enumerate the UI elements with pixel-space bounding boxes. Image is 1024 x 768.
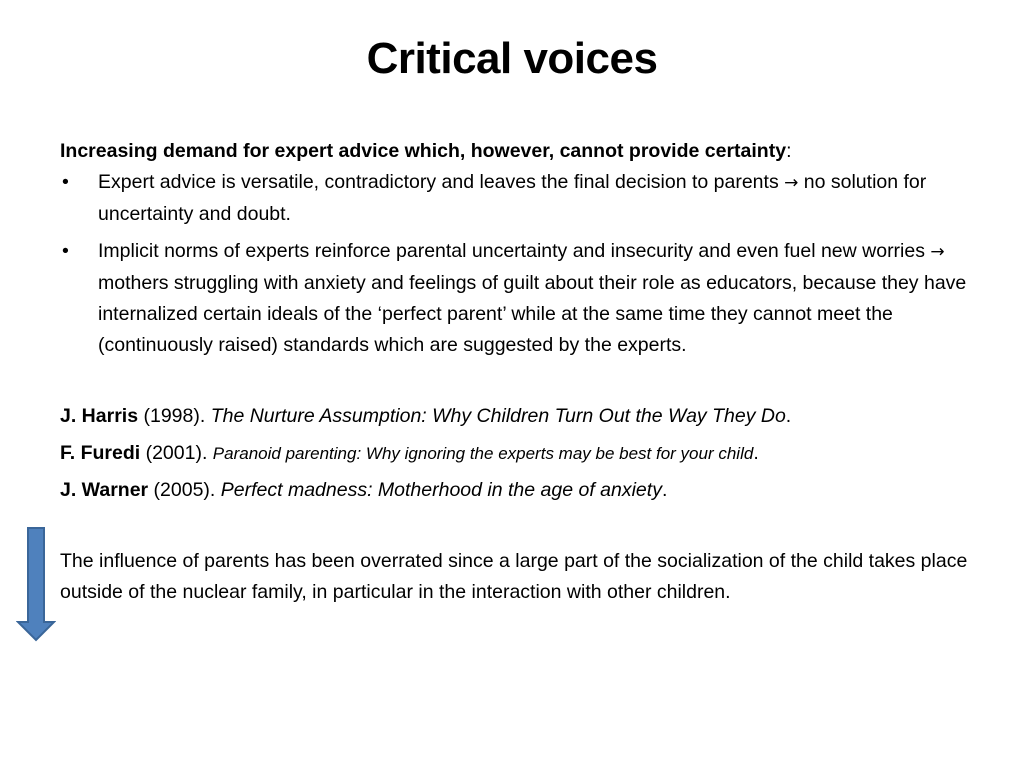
reference-end: .	[753, 442, 759, 464]
intro-suffix: :	[786, 140, 792, 162]
bullet-text-after: mothers struggling with anxiety and feelings of guilt about their role as educators, because they have internalized certain ideals of the ‘perfect parent’ while at the same time they cannot meet the (continuously raised) standards which are suggested by the experts.	[98, 272, 967, 356]
reference-author: J. Warner	[60, 479, 149, 501]
reference-harris	[60, 401, 980, 432]
reference-year: (2005).	[148, 479, 221, 501]
intro-line	[60, 136, 980, 167]
reference-title: Perfect madness: Motherhood in the age of anxiety	[220, 479, 662, 501]
bullet-text-before: Implicit norms of experts reinforce parental uncertainty and insecurity and even fuel new worries	[98, 240, 931, 262]
closing-paragraph: The influence of parents has been overrated since a large part of the socialization of the child takes place outside of the nuclear family, in particular in the interaction with other children.	[60, 550, 968, 603]
reference-title: The Nurture Assumption: Why Children Turn Out the Way They Do	[210, 405, 786, 427]
reference-year: (1998).	[138, 405, 211, 427]
reference-end: .	[785, 405, 792, 427]
slide-title: Critical voices	[366, 34, 658, 83]
right-arrow-icon: →	[930, 242, 945, 262]
reference-end: .	[661, 479, 668, 501]
intro-bold: Increasing demand for expert advice which, however, cannot provide certainty	[60, 140, 787, 162]
reference-furedi	[60, 438, 980, 469]
bullet-item	[60, 167, 980, 230]
bullet-list	[60, 167, 980, 361]
bullet-marker: •	[62, 171, 69, 193]
reference-warner	[60, 475, 980, 506]
references	[60, 401, 980, 506]
reference-author: F. Furedi	[60, 442, 141, 464]
right-arrow-icon: →	[784, 173, 799, 193]
bullet-text-after: no solution for uncertainty and doubt.	[98, 171, 927, 225]
bullet-item	[60, 236, 980, 361]
reference-author: J. Harris	[60, 405, 139, 427]
reference-title: Paranoid parenting: Why ignoring the experts may be best for your child	[212, 444, 754, 463]
reference-year: (2001).	[140, 442, 213, 464]
slide-content	[60, 136, 980, 608]
bullet-text-before: Expert advice is versatile, contradictory and leaves the final decision to parents	[98, 171, 785, 193]
down-arrow-icon	[16, 526, 56, 642]
bullet-marker: •	[62, 240, 69, 262]
